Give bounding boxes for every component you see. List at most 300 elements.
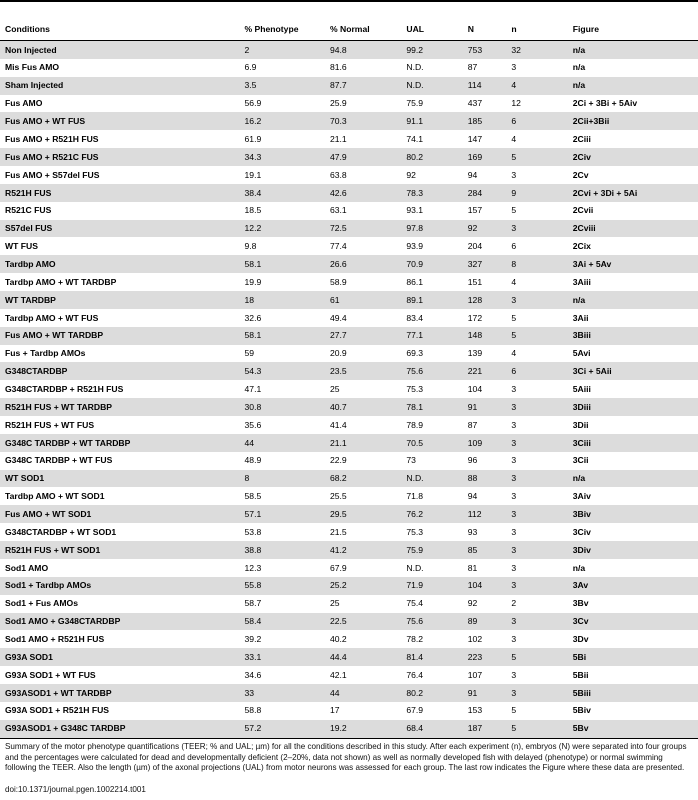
cell-n: 3 xyxy=(511,169,517,180)
table-row xyxy=(0,380,698,398)
table-row xyxy=(0,362,698,380)
cell-figure: 5Biii xyxy=(573,684,698,702)
cell-figure: 2Cix xyxy=(572,241,591,252)
cell-normal: 25.5 xyxy=(329,491,347,502)
cell-normal: 63.1 xyxy=(329,205,347,216)
cell-condition: Tardbp AMO xyxy=(0,255,245,273)
cell-ual: 76.4 xyxy=(406,669,424,680)
cell-condition: Fus AMO + WT SOD1 xyxy=(0,505,245,523)
cell-n: 8 xyxy=(511,255,572,273)
cell-N: 89 xyxy=(468,613,512,631)
cell-condition: G348CTARDBP xyxy=(0,362,245,380)
cell-ual: 81.4 xyxy=(406,648,467,666)
cell-n: 3 xyxy=(511,577,572,595)
cell-normal: 21.1 xyxy=(329,133,347,144)
table-row xyxy=(0,345,698,363)
cell-normal: 61 xyxy=(330,291,406,309)
table-row xyxy=(0,77,698,95)
cell-ual: 99.2 xyxy=(406,41,467,59)
cell-condition: S57del FUS xyxy=(0,220,245,238)
cell-n: 5 xyxy=(511,205,517,216)
cell-ual: 75.9 xyxy=(406,541,467,559)
cell-condition: WT TARDBP xyxy=(0,291,245,309)
cell-n: 3 xyxy=(511,220,572,238)
cell-normal: 25 xyxy=(329,383,340,394)
cell-figure: 3Diii xyxy=(573,398,698,416)
cell-N: 151 xyxy=(467,276,483,287)
cell-N: 139 xyxy=(467,348,483,359)
cell-normal: 25.9 xyxy=(329,98,347,109)
cell-figure: 3Ci + 5Aii xyxy=(573,362,698,380)
cell-normal: 67.9 xyxy=(329,562,347,573)
cell-normal: 27.7 xyxy=(330,327,406,345)
cell-N: 169 xyxy=(468,148,512,166)
cell-N: 147 xyxy=(467,133,483,144)
cell-normal: 20.9 xyxy=(329,348,347,359)
cell-normal: 44.4 xyxy=(330,648,406,666)
cell-figure: 5Bi xyxy=(573,648,698,666)
table-row xyxy=(0,577,698,595)
cell-figure: 3Dv xyxy=(572,633,589,644)
cell-n: 3 xyxy=(511,526,517,537)
table-top-rule xyxy=(0,0,698,2)
cell-normal: 77.4 xyxy=(329,241,347,252)
table-row xyxy=(0,613,698,631)
cell-ual: 78.9 xyxy=(406,419,424,430)
cell-n: 3 xyxy=(511,62,517,73)
cell-ual: 69.3 xyxy=(406,348,424,359)
cell-condition: G348C TARDBP + WT TARDBP xyxy=(0,434,245,452)
table-row xyxy=(0,237,698,255)
cell-N: 114 xyxy=(468,77,512,95)
cell-phenotype: 18 xyxy=(245,291,330,309)
cell-n: 5 xyxy=(511,312,517,323)
cell-condition: R521H FUS + WT TARDBP xyxy=(0,398,245,416)
cell-condition: Sod1 AMO xyxy=(5,562,49,573)
cell-n: 5 xyxy=(511,720,572,738)
cell-ual: 93.1 xyxy=(406,205,424,216)
cell-figure: 5Bv xyxy=(573,720,698,738)
cell-condition: G93A SOD1 xyxy=(0,648,245,666)
cell-figure: 2Ci + 3Bi + 5Aiv xyxy=(572,98,638,109)
cell-condition: Mis Fus AMO xyxy=(5,62,60,73)
cell-n: 3 xyxy=(511,470,572,488)
cell-phenotype: 35.6 xyxy=(244,419,262,430)
cell-N: 187 xyxy=(468,720,512,738)
cell-normal: 19.2 xyxy=(330,720,406,738)
cell-N: 92 xyxy=(468,220,512,238)
cell-phenotype: 47.1 xyxy=(244,383,262,394)
table-row xyxy=(0,505,698,523)
cell-N: 107 xyxy=(467,669,483,680)
cell-normal: 58.9 xyxy=(329,276,347,287)
cell-phenotype: 59 xyxy=(244,348,255,359)
cell-condition: G93ASOD1 + WT TARDBP xyxy=(0,684,245,702)
table-caption: Summary of the motor phenotype quantifications (TEER; % and UAL; µm) for all the conditions described in this study. After each experiment (n), embryos (N) were separated into four groups and the percentages were calculated for dead and developmentally deficient (2–20%, data not shown) as well as normally developed fish with delayed (phenotype) or normal swimming following the TEER. Also the length (µm) of the axonal projections (UAL) from motor neurons was assessed for each group. The last row indicates the Figure where these data are presented. xyxy=(5,742,687,773)
cell-normal: 40.2 xyxy=(329,633,347,644)
cell-figure: 2Cii+3Bii xyxy=(573,112,698,130)
table-row xyxy=(0,148,698,166)
table-row xyxy=(0,202,698,220)
cell-ual: 71.9 xyxy=(406,577,467,595)
cell-condition: G348C TARDBP + WT FUS xyxy=(5,455,113,466)
table-row xyxy=(0,595,698,613)
cell-N: 221 xyxy=(468,362,512,380)
cell-condition: Fus AMO + R521H FUS xyxy=(5,133,99,144)
cell-n: 3 xyxy=(511,684,572,702)
cell-normal: 72.5 xyxy=(330,220,406,238)
cell-figure: 5Biv xyxy=(572,705,591,716)
cell-figure: 3Civ xyxy=(572,526,591,537)
cell-n: 9 xyxy=(511,184,572,202)
table-row xyxy=(0,166,698,184)
cell-N: 284 xyxy=(468,184,512,202)
cell-ual: 77.1 xyxy=(406,327,467,345)
cell-ual: 70.9 xyxy=(406,255,467,273)
cell-phenotype: 58.8 xyxy=(244,705,262,716)
table-row xyxy=(0,648,698,666)
table-row xyxy=(0,684,698,702)
cell-condition: Non Injected xyxy=(0,41,245,59)
cell-N: 96 xyxy=(467,455,478,466)
cell-ual: 73 xyxy=(406,455,416,466)
cell-N: 753 xyxy=(468,41,512,59)
cell-n: 6 xyxy=(511,112,572,130)
table-bottom-rule xyxy=(0,738,698,739)
cell-N: 87 xyxy=(467,62,478,73)
table-row xyxy=(0,559,698,577)
cell-phenotype: 6.9 xyxy=(244,62,257,73)
cell-ual: 75.9 xyxy=(406,98,424,109)
cell-ual: 71.8 xyxy=(406,491,424,502)
cell-ual: 78.1 xyxy=(406,398,467,416)
cell-figure: 2Cviii xyxy=(573,220,698,238)
cell-normal: 29.5 xyxy=(330,505,406,523)
cell-condition: WT SOD1 xyxy=(0,470,245,488)
cell-figure: 3Biv xyxy=(573,505,698,523)
cell-n: 3 xyxy=(511,505,572,523)
cell-normal: 94.8 xyxy=(330,41,406,59)
cell-phenotype: 58.7 xyxy=(244,598,262,609)
cell-condition: R521C FUS xyxy=(5,205,52,216)
table-row xyxy=(0,666,698,684)
table-row xyxy=(0,327,698,345)
cell-condition: R521H FUS xyxy=(0,184,245,202)
cell-figure: n/a xyxy=(573,470,698,488)
cell-n: 32 xyxy=(511,41,572,59)
header-figure: Figure xyxy=(573,18,698,41)
cell-figure: 2Cvii xyxy=(572,205,594,216)
summary-table xyxy=(0,18,698,738)
cell-ual: 70.5 xyxy=(406,434,467,452)
cell-N: 93 xyxy=(467,526,478,537)
cell-normal: 42.1 xyxy=(329,669,347,680)
header-conditions: Conditions xyxy=(0,18,245,41)
cell-ual: 78.2 xyxy=(406,633,424,644)
cell-phenotype: 33 xyxy=(245,684,330,702)
cell-phenotype: 38.4 xyxy=(245,184,330,202)
cell-figure: 3Aiii xyxy=(572,276,591,287)
cell-figure: 3Dii xyxy=(572,419,589,430)
table-row xyxy=(0,112,698,130)
cell-n: 3 xyxy=(511,398,572,416)
table-row xyxy=(0,470,698,488)
cell-condition: Tardbp AMO + WT TARDBP xyxy=(5,276,117,287)
cell-condition: R521H FUS + WT FUS xyxy=(5,419,95,430)
cell-condition: G93ASOD1 + G348C TARDBP xyxy=(0,720,245,738)
table-row xyxy=(0,95,698,113)
cell-N: 94 xyxy=(467,491,478,502)
table-row xyxy=(0,398,698,416)
table-row xyxy=(0,720,698,738)
cell-figure: n/a xyxy=(572,62,586,73)
table-row xyxy=(0,452,698,470)
cell-N: 437 xyxy=(467,98,483,109)
cell-condition: G93A SOD1 + R521H FUS xyxy=(5,705,110,716)
cell-N: 85 xyxy=(468,541,512,559)
cell-ual: 89.1 xyxy=(406,291,467,309)
cell-condition: Fus AMO xyxy=(5,98,43,109)
cell-N: 81 xyxy=(467,562,478,573)
cell-condition: Fus AMO + WT FUS xyxy=(0,112,245,130)
cell-phenotype: 57.1 xyxy=(245,505,330,523)
cell-ual: N.D. xyxy=(406,470,467,488)
cell-figure: 3Cii xyxy=(572,455,589,466)
cell-ual: 74.1 xyxy=(406,133,424,144)
cell-ual: 75.3 xyxy=(406,383,424,394)
cell-N: 148 xyxy=(468,327,512,345)
cell-n: 4 xyxy=(511,133,517,144)
cell-N: 87 xyxy=(467,419,478,430)
header-ual: UAL xyxy=(406,18,467,41)
cell-figure: n/a xyxy=(573,41,698,59)
cell-n: 3 xyxy=(511,541,572,559)
cell-ual: 83.4 xyxy=(406,312,424,323)
cell-n: 3 xyxy=(511,291,572,309)
table-row xyxy=(0,184,698,202)
cell-normal: 22.9 xyxy=(329,455,347,466)
cell-normal: 44 xyxy=(330,684,406,702)
cell-phenotype: 56.9 xyxy=(244,98,262,109)
cell-n: 3 xyxy=(511,633,517,644)
cell-normal: 81.6 xyxy=(329,62,347,73)
cell-phenotype: 32.6 xyxy=(244,312,262,323)
cell-normal: 41.2 xyxy=(330,541,406,559)
cell-figure: 5Bii xyxy=(572,669,589,680)
cell-n: 2 xyxy=(511,598,517,609)
cell-ual: 75.6 xyxy=(406,362,467,380)
cell-condition: G93A SOD1 + WT FUS xyxy=(5,669,96,680)
cell-n: 3 xyxy=(511,491,517,502)
cell-condition: G348CTARDBP + WT SOD1 xyxy=(5,526,117,537)
table-row xyxy=(0,487,698,505)
cell-phenotype: 3.5 xyxy=(245,77,330,95)
table-header-row xyxy=(0,18,698,41)
cell-n: 6 xyxy=(511,241,517,252)
cell-normal: 42.6 xyxy=(330,184,406,202)
cell-n: 3 xyxy=(511,562,517,573)
cell-condition: Fus AMO + WT TARDBP xyxy=(0,327,245,345)
cell-figure: 3Ai + 5Av xyxy=(573,255,698,273)
cell-figure: 2Ciii xyxy=(572,133,591,144)
table-row xyxy=(0,130,698,148)
cell-figure: n/a xyxy=(572,562,586,573)
cell-ual: N.D. xyxy=(406,62,424,73)
cell-phenotype: 30.8 xyxy=(245,398,330,416)
table-row xyxy=(0,630,698,648)
cell-figure: 3Cv xyxy=(573,613,698,631)
cell-N: 157 xyxy=(467,205,483,216)
cell-normal: 26.6 xyxy=(330,255,406,273)
cell-n: 5 xyxy=(511,148,572,166)
cell-n: 3 xyxy=(511,613,572,631)
table-row xyxy=(0,255,698,273)
cell-normal: 63.8 xyxy=(329,169,347,180)
cell-phenotype: 9.8 xyxy=(244,241,257,252)
table-body xyxy=(0,41,698,738)
cell-n: 4 xyxy=(511,348,517,359)
table-row xyxy=(0,59,698,77)
cell-phenotype: 34.6 xyxy=(244,669,262,680)
cell-normal: 25 xyxy=(329,598,340,609)
cell-condition: Sod1 AMO + R521H FUS xyxy=(5,633,105,644)
cell-figure: 3Ciii xyxy=(573,434,698,452)
cell-phenotype: 57.2 xyxy=(245,720,330,738)
cell-normal: 49.4 xyxy=(329,312,347,323)
cell-condition: Sham Injected xyxy=(0,77,245,95)
cell-N: 88 xyxy=(468,470,512,488)
cell-N: 153 xyxy=(467,705,483,716)
cell-phenotype: 39.2 xyxy=(244,633,262,644)
cell-normal: 41.4 xyxy=(329,419,347,430)
table-row xyxy=(0,416,698,434)
cell-condition: Fus AMO + S57del FUS xyxy=(5,169,100,180)
cell-condition: G348CTARDBP + R521H FUS xyxy=(5,383,124,394)
table-row xyxy=(0,291,698,309)
table-row xyxy=(0,273,698,291)
cell-N: 204 xyxy=(467,241,483,252)
cell-n: 5 xyxy=(511,648,572,666)
cell-phenotype: 48.9 xyxy=(244,455,262,466)
cell-phenotype: 16.2 xyxy=(245,112,330,130)
cell-n: 4 xyxy=(511,276,517,287)
header-N: N xyxy=(468,18,512,41)
header-phenotype: % Phenotype xyxy=(245,18,330,41)
cell-figure: n/a xyxy=(573,77,698,95)
cell-condition: Sod1 + Tardbp AMOs xyxy=(0,577,245,595)
cell-phenotype: 18.5 xyxy=(244,205,262,216)
cell-phenotype: 58.5 xyxy=(244,491,262,502)
cell-condition: R521H FUS + WT SOD1 xyxy=(0,541,245,559)
cell-n: 3 xyxy=(511,419,517,430)
cell-phenotype: 12.3 xyxy=(244,562,262,573)
table-row xyxy=(0,309,698,327)
cell-phenotype: 58.1 xyxy=(245,327,330,345)
table-row xyxy=(0,41,698,59)
cell-normal: 21.5 xyxy=(329,526,347,537)
cell-figure: 3Aii xyxy=(572,312,589,323)
cell-normal: 17 xyxy=(329,705,340,716)
cell-phenotype: 55.8 xyxy=(245,577,330,595)
cell-figure: 3Av xyxy=(573,577,698,595)
cell-figure: 3Biii xyxy=(573,327,698,345)
cell-ual: N.D. xyxy=(406,562,424,573)
cell-N: 102 xyxy=(467,633,483,644)
cell-N: 109 xyxy=(468,434,512,452)
cell-phenotype: 33.1 xyxy=(245,648,330,666)
cell-phenotype: 2 xyxy=(245,41,330,59)
header-normal: % Normal xyxy=(330,18,406,41)
cell-n: 3 xyxy=(511,669,517,680)
cell-phenotype: 58.4 xyxy=(245,613,330,631)
cell-N: 172 xyxy=(467,312,483,323)
cell-figure: 2Civ xyxy=(573,148,698,166)
cell-condition: Tardbp AMO + WT FUS xyxy=(5,312,99,323)
cell-ual: 76.2 xyxy=(406,505,467,523)
cell-ual: 75.4 xyxy=(406,598,424,609)
cell-ual: 80.2 xyxy=(406,148,467,166)
cell-n: 5 xyxy=(511,327,572,345)
cell-n: 5 xyxy=(511,705,517,716)
cell-ual: 80.2 xyxy=(406,684,467,702)
doi-line: doi:10.1371/journal.pgen.1002214.t001 xyxy=(5,785,146,794)
cell-n: 12 xyxy=(511,98,521,109)
cell-normal: 68.2 xyxy=(330,470,406,488)
cell-figure: 3Aiv xyxy=(572,491,591,502)
cell-phenotype: 19.1 xyxy=(244,169,262,180)
cell-phenotype: 8 xyxy=(245,470,330,488)
cell-ual: 67.9 xyxy=(406,705,424,716)
table-row xyxy=(0,220,698,238)
cell-N: 94 xyxy=(467,169,478,180)
cell-n: 3 xyxy=(511,383,517,394)
cell-condition: Sod1 AMO + G348CTARDBP xyxy=(0,613,245,631)
cell-condition: Fus + Tardbp AMOs xyxy=(5,348,86,359)
cell-condition: WT FUS xyxy=(5,241,38,252)
cell-phenotype: 54.3 xyxy=(245,362,330,380)
cell-normal: 25.2 xyxy=(330,577,406,595)
cell-N: 112 xyxy=(468,505,512,523)
cell-N: 104 xyxy=(468,577,512,595)
cell-figure: 2Cvi + 3Di + 5Ai xyxy=(573,184,698,202)
cell-ual: 75.3 xyxy=(406,526,424,537)
header-n: n xyxy=(511,18,572,41)
cell-figure: 5Avi xyxy=(572,348,591,359)
table-row xyxy=(0,523,698,541)
cell-phenotype: 38.8 xyxy=(245,541,330,559)
cell-phenotype: 53.8 xyxy=(244,526,262,537)
cell-figure: 2Cv xyxy=(572,169,589,180)
cell-phenotype: 58.1 xyxy=(245,255,330,273)
table-row xyxy=(0,541,698,559)
table-row xyxy=(0,434,698,452)
cell-N: 223 xyxy=(468,648,512,666)
cell-normal: 87.7 xyxy=(330,77,406,95)
cell-ual: 91.1 xyxy=(406,112,467,130)
cell-normal: 70.3 xyxy=(330,112,406,130)
cell-ual: 97.8 xyxy=(406,220,467,238)
cell-condition: Sod1 + Fus AMOs xyxy=(5,598,78,609)
cell-n: 3 xyxy=(511,434,572,452)
cell-condition: Tardbp AMO + WT SOD1 xyxy=(5,491,105,502)
table-row xyxy=(0,702,698,720)
cell-normal: 22.5 xyxy=(330,613,406,631)
cell-N: 91 xyxy=(468,684,512,702)
cell-ual: 78.3 xyxy=(406,184,467,202)
cell-condition: Fus AMO + R521C FUS xyxy=(0,148,245,166)
cell-ual: N.D. xyxy=(406,77,467,95)
cell-phenotype: 19.9 xyxy=(244,276,262,287)
